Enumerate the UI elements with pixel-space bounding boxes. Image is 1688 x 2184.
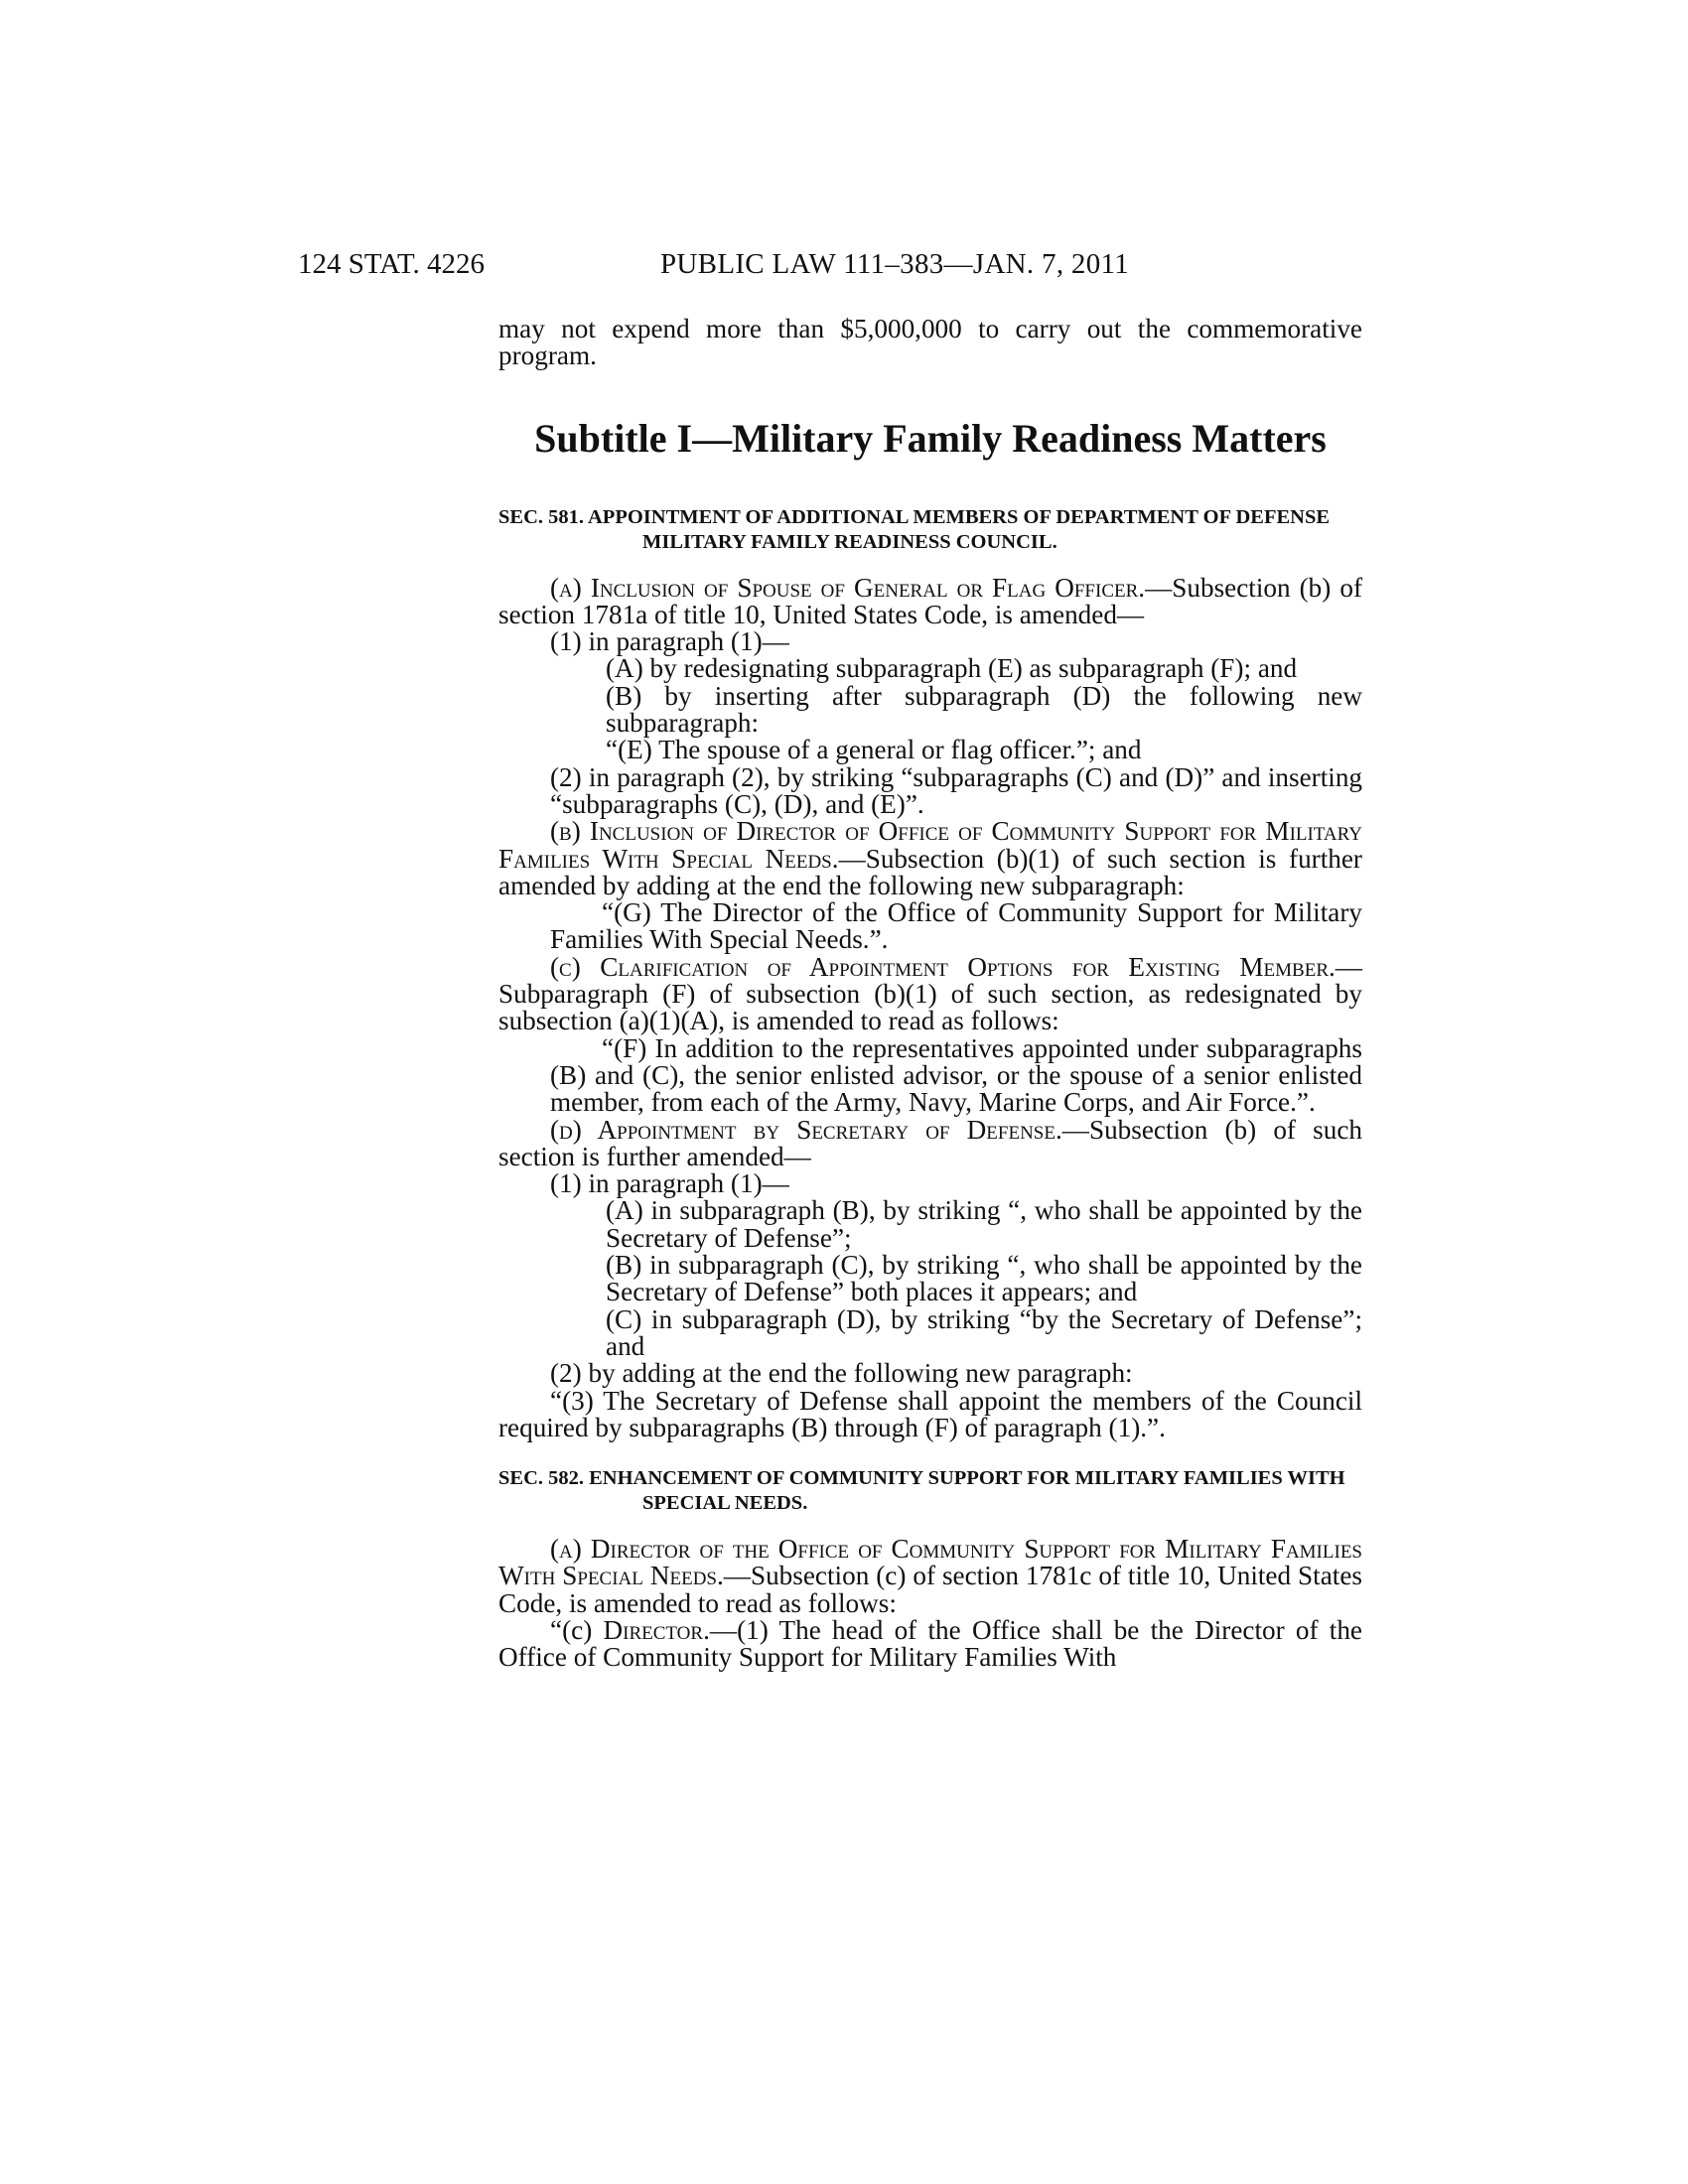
stat-page-number: 124 STAT. 4226 [298, 248, 486, 280]
quoted-subparagraph-g: “(G) The Director of the Office of Community Support for Military Families With Special Needs.”. [550, 897, 1362, 955]
subsection-d-text: Subsection (b) of such section is further amended— [498, 1114, 1362, 1171]
paragraph-1: (1) in paragraph (1)— [550, 626, 789, 657]
section-582-heading: SEC. 582. ENHANCEMENT OF COMMUNITY SUPPORT FOR MILITARY FAMILIES WITH SPECIAL NEEDS. [498, 1467, 1345, 1515]
subsection-b-text: Subsection (b)(1) of such section is further amended by adding at the end the following new subparagraph: [498, 843, 1362, 900]
subparagraph-b-d: (B) in subparagraph (C), by striking “, who shall be appointed by the Secretary of Defense” both places it appears; and [606, 1250, 1362, 1307]
subtitle-heading: Subtitle I—Military Family Readiness Matters [534, 415, 1327, 461]
subparagraph-a-d: (A) in subparagraph (B), by striking “, who shall be appointed by the Secretary of Defense”; [606, 1195, 1362, 1253]
subparagraph-c-d: (C) in subparagraph (D), by striking “by the Secretary of Defense”; and [606, 1303, 1362, 1361]
subparagraph-b: (B) by inserting after subparagraph (D) the following new subparagraph: [606, 680, 1362, 739]
subsection-b-caption: (b) Inclusion of Director of Office of Community Support for Military Families With Special Needs.— [498, 816, 1362, 874]
paragraph-2: (2) in paragraph (2), by striking “subparagraphs (C) and (D)” and inserting “subparagraphs (C), (D), and (E)”. [550, 761, 1362, 819]
running-head: PUBLIC LAW 111–383—JAN. 7, 2011 [660, 248, 1130, 280]
quoted-subsection-c [498, 1614, 1363, 1673]
subparagraph-a: (A) by redesignating subparagraph (E) as subparagraph (F); and [606, 653, 1298, 684]
quote-open: “(c) [550, 1614, 604, 1645]
subsection-a-caption: (a) Inclusion of Spouse of General or Flag Officer.— [550, 572, 1173, 603]
subsection-b [498, 818, 1362, 899]
quoted-subparagraph-e: “(E) The spouse of a general or flag officer.”; and [606, 735, 1142, 765]
subsection-d-caption: (d) Appointment by Secretary of Defense.— [550, 1114, 1089, 1145]
subsection-a-582-text: Subsection (c) of section 1781c of title 10, United States Code, is amended to read as follows: [498, 1561, 1362, 1618]
quoted-subsection-c-text: (1) The head of the Office shall be the Director of the Office of Community Support for Military Families With [498, 1614, 1363, 1673]
page-header [298, 248, 1370, 288]
quoted-subparagraph-f: “(F) In addition to the representatives appointed under subparagraphs (B) and (C), the senior enlisted advisor, or the spouse of a senior enlisted member, from each of the Army, Navy, Marine Corps, and Air Force.”. [550, 1032, 1362, 1118]
continued-paragraph: may not expend more than $5,000,000 to carry out the commemorative program. [498, 314, 1362, 371]
paragraph-2-d: (2) by adding at the end the following new paragraph: [550, 1358, 1133, 1389]
subsection-a-text: Subsection (b) of section 1781a of title 10, United States Code, is amended— [498, 572, 1362, 629]
quoted-subsection-c-caption: Director.— [603, 1614, 738, 1645]
quoted-paragraph-3: “(3) The Secretary of Defense shall appoint the members of the Council required by subparagraphs (B) through (F) of paragraph (1).”. [498, 1385, 1362, 1442]
subsection-c-text: Subparagraph (F) of subsection (b)(1) of such section, as redesignated by subsection (a)(1)(A), is amended to read as follows: [498, 979, 1362, 1036]
subsection-d [498, 1114, 1362, 1171]
subsection-a-582-caption: (a) Director of the Office of Community Support for Military Families With Special Needs.— [498, 1534, 1362, 1591]
subsection-a [498, 572, 1362, 629]
subsection-c [498, 951, 1362, 1036]
subsection-a-582 [498, 1536, 1362, 1617]
subsection-c-caption: (c) Clarification of Appointment Options for Existing Member.— [550, 951, 1362, 982]
document-body [498, 316, 1362, 1672]
paragraph-1-d: (1) in paragraph (1)— [550, 1168, 789, 1199]
section-581-heading: SEC. 581. APPOINTMENT OF ADDITIONAL MEMBERS OF DEPARTMENT OF DEFENSE MILITARY FAMILY READINESS COUNCIL. [498, 505, 1331, 553]
